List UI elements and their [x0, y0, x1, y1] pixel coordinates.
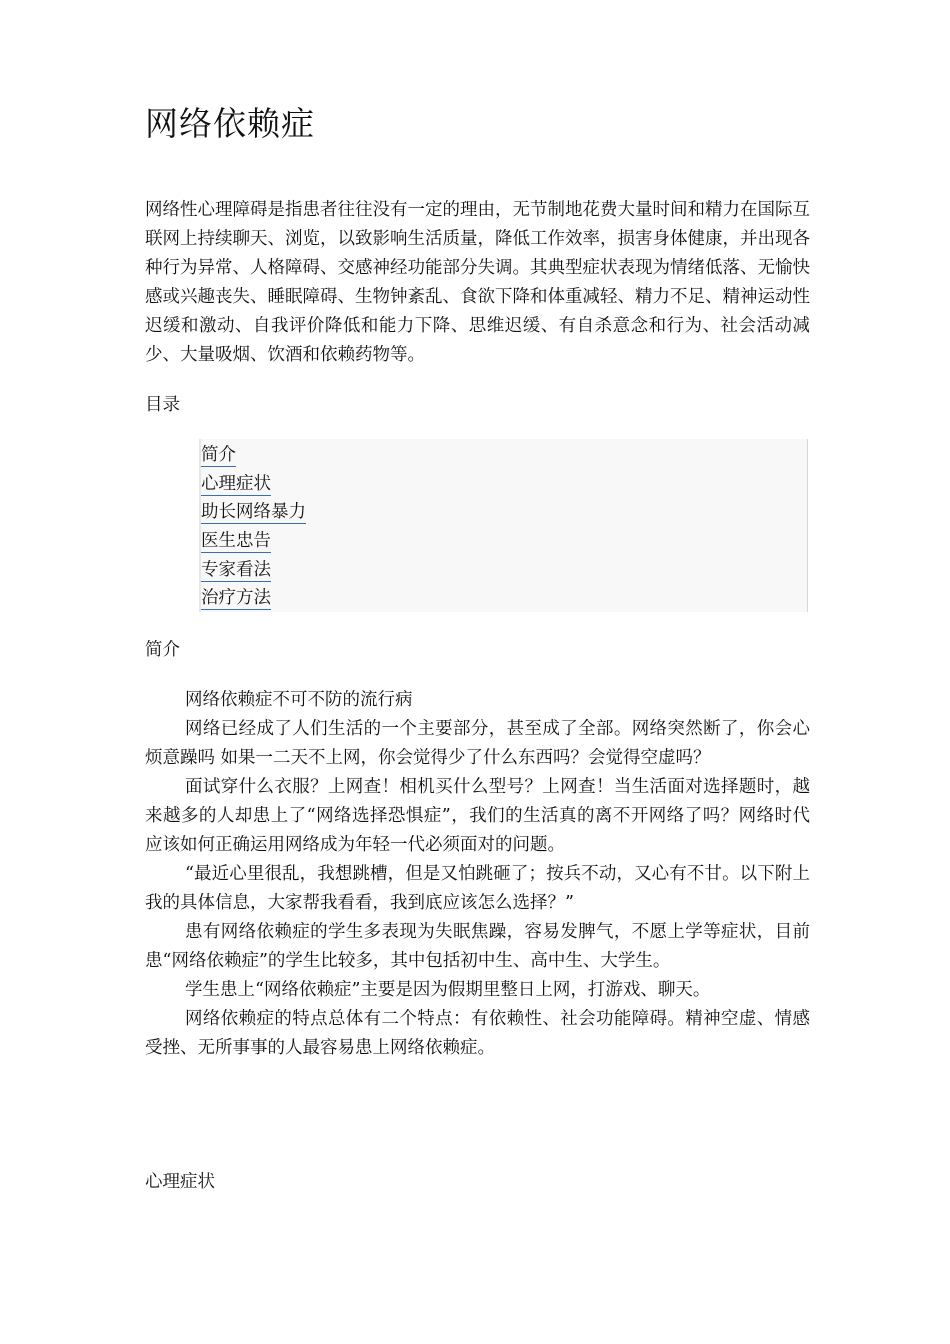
toc-heading: 目录 — [145, 395, 180, 415]
toc-link-cyber-violence[interactable]: 助长网络暴力 — [201, 502, 306, 523]
body-paragraph: 网络依赖症的特点总体有二个特点：有依赖性、社会功能障碍。精神空虚、情感受挫、无所事事的人最容易患上网络依赖症。 — [145, 1009, 810, 1058]
toc-item — [201, 527, 306, 556]
section-heading-intro: 简介 — [145, 640, 180, 660]
body-paragraph: “最近心里很乱，我想跳槽，但是又怕跳砸了；按兵不动，又心有不甘。以下附上我的具体信息，大家帮我看看，我到底应该怎么选择？” — [145, 864, 810, 913]
toc-item — [201, 556, 306, 585]
table-of-contents — [199, 439, 808, 612]
toc-link-expert-views[interactable]: 专家看法 — [201, 559, 271, 580]
toc-link-psych-symptoms[interactable]: 心理症状 — [201, 473, 271, 494]
toc-link-doctor-advice[interactable]: 医生忠告 — [201, 531, 271, 552]
section-heading-psych-symptoms: 心理症状 — [145, 1172, 215, 1192]
body-paragraph: 网络已经成了人们生活的一个主要部分，甚至成了全部。网络突然断了，你会心烦意躁吗 如果一二天不上网，你会觉得少了什么东西吗？会觉得空虚吗？ — [145, 719, 810, 768]
body-paragraph: 网络依赖症不可不防的流行病 — [185, 690, 413, 710]
toc-item — [201, 498, 306, 527]
toc-list — [201, 441, 306, 613]
toc-link-intro[interactable]: 简介 — [201, 445, 236, 465]
section-body-intro — [145, 686, 810, 1063]
toc-item — [201, 470, 306, 499]
body-paragraph: 面试穿什么衣服？上网查！相机买什么型号？上网查！当生活面对选择题时，越来越多的人却患上了“网络选择恐惧症”，我们的生活真的离不开网络了吗？网络时代应该如何正确运用网络成为年轻一代必须面对的问题。 — [145, 777, 810, 855]
page-title: 网络依赖症 — [145, 104, 315, 143]
intro-paragraph: 网络性心理障碍是指患者往往没有一定的理由，无节制地花费大量时间和精力在国际互联网上持续聊天、浏览，以致影响生活质量，降低工作效率，损害身体健康，并出现各种行为异常、人格障碍、交感神经功能部分失调。其典型症状表现为情绪低落、无愉快感或兴趣丧失、睡眠障碍、生物钟紊乱、食欲下降和体重减轻、精力不足、精神运动性迟缓和激动、自我评价降低和能力下降、思维迟缓、有自杀意念和行为、社会活动减少、大量吸烟、饮酒和依赖药物等。 — [145, 200, 810, 365]
body-paragraph: 学生患上“网络依赖症”主要是因为假期里整日上网，打游戏、聊天。 — [185, 980, 711, 1000]
toc-link-treatment[interactable]: 治疗方法 — [201, 588, 271, 609]
toc-item — [201, 441, 306, 470]
toc-item — [201, 584, 306, 613]
body-paragraph: 患有网络依赖症的学生多表现为失眠焦躁，容易发脾气，不愿上学等症状，目前患“网络依赖症”的学生比较多，其中包括初中生、高中生、大学生。 — [145, 922, 810, 971]
